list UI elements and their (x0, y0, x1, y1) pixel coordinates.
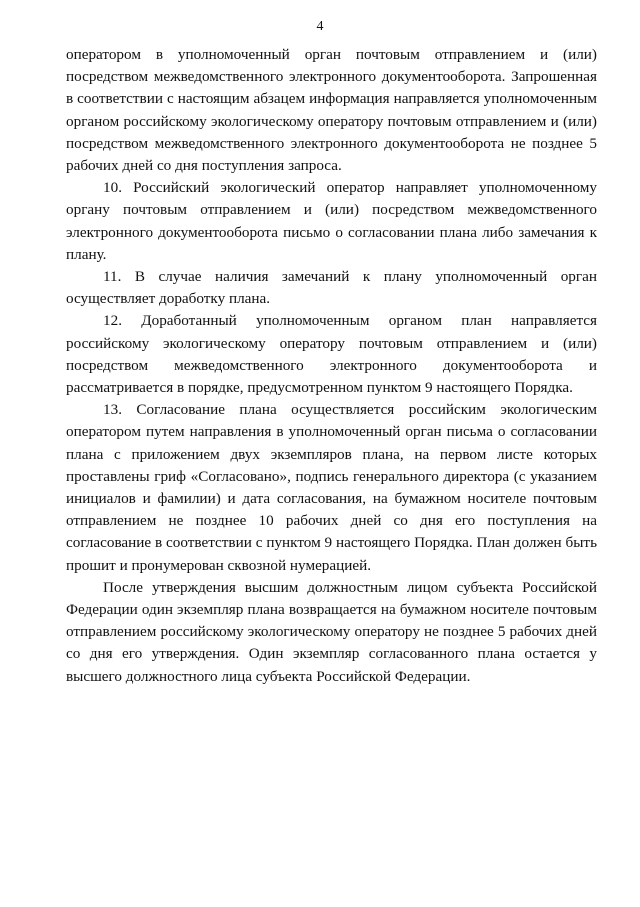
paragraph-after-approval: После утверждения высшим должностным лицом субъекта Российской Федерации один экземпляр плана возвращается на бумажном носителе почтовым отправлением российскому экологическому оператору не позднее 5 рабочих дней со дня его утверждения. Один экземпляр согласованного плана остается у высшего должностного лица субъекта Российской Федерации. (66, 578, 597, 685)
page-number: 4 (316, 19, 324, 34)
paragraph-item-12: 12. Доработанный уполномоченным органом план направляется российскому экологическому оператору почтовым отправлением и (или) посредством межведомственного электронного документооборота и рассматривается в порядке, предусмотренном пунктом 9 настоящего Порядка. (66, 312, 597, 397)
paragraph-continuation: оператором в уполномоченный орган почтовым отправлением и (или) посредством межведомственного электронного документооборота. Запрошенная в соответствии с настоящим абзацем информация направляется уполномоченным органом российскому экологическому оператору почтовым отправлением и (или) посредством межведомственного электронного документооборота не позднее 5 рабочих дней со дня поступления запроса. (66, 46, 597, 175)
document-body (66, 44, 597, 688)
paragraph-item-11: 11. В случае наличия замечаний к плану уполномоченный орган осуществляет доработку плана. (66, 268, 597, 308)
paragraph-item-10: 10. Российский экологический оператор направляет уполномоченному органу почтовым отправлением и (или) посредством межведомственного электронного документооборота письмо о согласовании плана либо замечания к плану. (66, 179, 597, 263)
paragraph-item-13: 13. Согласование плана осуществляется российским экологическим оператором путем направления в уполномоченный орган письма о согласовании плана с приложением двух экземпляров плана, на первом листе которых проставлены гриф «Согласовано», подпись генерального директора (с указанием инициалов и фамилии) и дата согласования, на бумажном носителе почтовым отправлением не позднее 10 рабочих дней со дня его поступления на согласование в соответствии с пунктом 9 настоящего Порядка. План должен быть прошит и пронумерован сквозной нумерацией. (66, 401, 597, 574)
